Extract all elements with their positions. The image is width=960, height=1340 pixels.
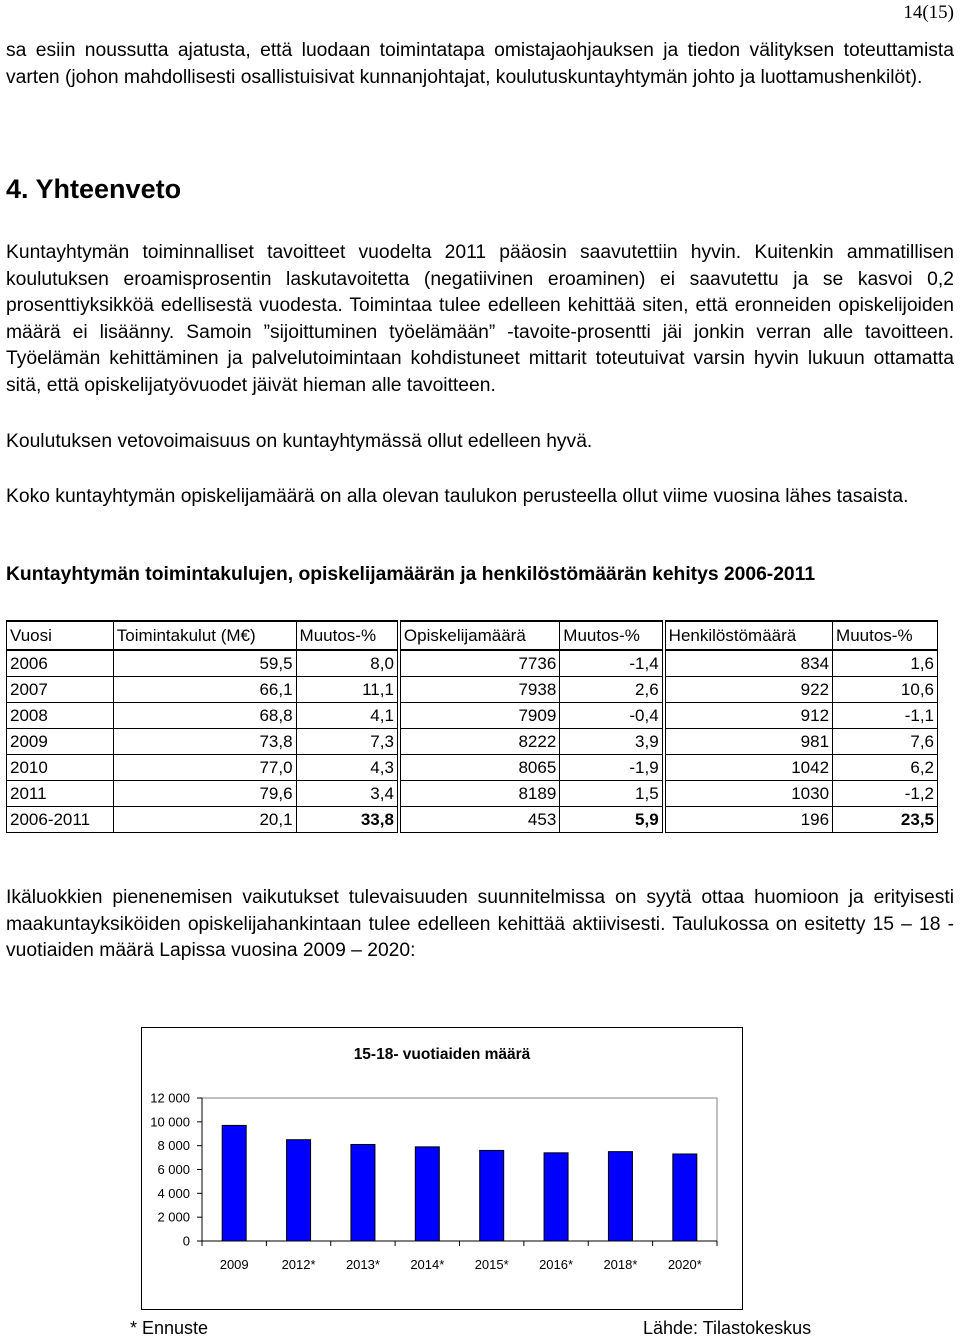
table-cell: 1042 (664, 755, 833, 781)
table-cell: -1,2 (833, 781, 938, 807)
x-tick-label: 2014* (410, 1257, 445, 1272)
table-cell: 922 (664, 677, 833, 703)
table-cell: -0,4 (560, 703, 664, 729)
section-heading: 4. Yhteenveto (6, 174, 182, 204)
y-tick-label: 12 000 (150, 1090, 190, 1106)
table-cell: 20,1 (113, 807, 296, 833)
table-cell: 8189 (399, 781, 560, 807)
table-cell: 2011 (7, 781, 114, 807)
table-cell: 7,6 (833, 729, 938, 755)
x-tick-label: 2018* (603, 1257, 638, 1272)
table-cell: 1030 (664, 781, 833, 807)
table-cell: 8222 (399, 729, 560, 755)
table-cell: 7938 (399, 677, 560, 703)
summary-paragraph: Kuntayhtymän toiminnalliset tavoitteet vuodelta 2011 pääosin saavutettiin hyvin. Kuitenkin ammatillisen koulutuksen eroamisprosentin laskutavoitetta (negatiivinen eroaminen) ei saavutettu ja se kasvoi 0,2 prosenttiyksikköä edellisestä vuodesta. Toimintaa tulee edelleen kehittää siten, että eronneiden opiskelijoiden määrä ei lisäänny. Samoin ”sijoittuminen työelämään” -tavoite-prosentti jäi jonkin verran alle tavoitteen. Työelämän kehittäminen ja palvelutoimintaan kohdistuneet mittarit toteutuivat varsin hyvin lukuun ottamatta sitä, että opiskelijatyövuodet jäivät hieman alle tavoitteen. (6, 242, 954, 396)
plot-area (202, 1098, 717, 1241)
header-cell: Opiskelijamäärä (399, 621, 560, 650)
header-cell: Muutos-% (296, 621, 399, 650)
table-row (7, 650, 938, 677)
table-cell: 23,5 (833, 807, 938, 833)
table-row (7, 729, 938, 755)
table-cell: 4,1 (296, 703, 399, 729)
footnote-source: Lähde: Tilastokeskus (643, 1318, 812, 1338)
table-cell: 77,0 (113, 755, 296, 781)
table-cell: 834 (664, 650, 833, 677)
table-cell: -1,1 (833, 703, 938, 729)
table-cell: 8065 (399, 755, 560, 781)
chart-title: 15-18- vuotiaiden määrä (353, 1046, 531, 1063)
x-tick-label: 2012* (281, 1257, 316, 1272)
table-cell: 2,6 (560, 677, 664, 703)
table-cell: 7909 (399, 703, 560, 729)
table-cell: 453 (399, 807, 560, 833)
x-tick-label: 2020* (667, 1257, 702, 1272)
table-cell: 2010 (7, 755, 114, 781)
table-cell: 7736 (399, 650, 560, 677)
y-tick-label: 0 (182, 1233, 190, 1249)
table-cell: 2008 (7, 703, 114, 729)
y-tick-label: 8 000 (157, 1138, 190, 1154)
header-cell: Henkilöstömäärä (664, 621, 833, 650)
table-cell: 79,6 (113, 781, 296, 807)
table-cell: 2006 (7, 650, 114, 677)
x-tick-label: 2009 (219, 1257, 249, 1272)
bar-chart-canvas (142, 1028, 742, 1309)
statistics-table (6, 620, 938, 833)
bar (480, 1150, 504, 1241)
y-tick-label: 2 000 (157, 1209, 190, 1225)
table-cell: 5,9 (560, 807, 664, 833)
table-cell: 59,5 (113, 650, 296, 677)
age-groups-paragraph: Ikäluokkien pienenemisen vaikutukset tulevaisuuden suunnitelmissa on syytä ottaa huomioon ja erityisesti maakuntayksiköiden opiskelijahankintaan tulee edelleen kehittää aktiivisesti. Taulukossa on esitetty 15 – 18 -vuotiaiden määrä Lapissa vuosina 2009 – 2020: (6, 887, 954, 961)
bar (415, 1147, 439, 1241)
y-tick-label: 4 000 (157, 1185, 190, 1201)
table-cell: 7,3 (296, 729, 399, 755)
table-row (7, 781, 938, 807)
table-cell: 912 (664, 703, 833, 729)
bar (673, 1154, 697, 1241)
header-cell: Muutos-% (560, 621, 664, 650)
page-number: 14(15) (903, 2, 954, 23)
table-cell: -1,9 (560, 755, 664, 781)
table-row (7, 755, 938, 781)
bar (608, 1152, 632, 1241)
students-paragraph: Koko kuntayhtymän opiskelijamäärä on alla olevan taulukon perusteella ollut viime vuosina lähes tasaista. (6, 486, 909, 507)
footnote-forecast: * Ennuste (130, 1318, 209, 1338)
table-cell: 11,1 (296, 677, 399, 703)
table-row-total (7, 807, 938, 833)
bar (222, 1125, 246, 1241)
table-row (7, 703, 938, 729)
intro-paragraph: sa esiin noussutta ajatusta, että luodaan toimintatapa omistajaohjauksen ja tiedon välityksen toteuttamista varten (johon mahdollisesti osallistuisivat kunnanjohtajat, koulutuskuntayhtymän johto ja luottamushenkilöt). (6, 40, 954, 88)
table-cell: -1,4 (560, 650, 664, 677)
header-cell: Muutos-% (833, 621, 938, 650)
table-cell: 33,8 (296, 807, 399, 833)
table-cell: 2006-2011 (7, 807, 114, 833)
attraction-paragraph: Koulutuksen vetovoimaisuus on kuntayhtymässä ollut edelleen hyvä. (6, 431, 593, 452)
table-cell: 3,4 (296, 781, 399, 807)
table-cell: 2009 (7, 729, 114, 755)
header-cell: Vuosi (7, 621, 114, 650)
header-cell: Toimintakulut (M€) (113, 621, 296, 650)
bar (544, 1153, 568, 1241)
bar (287, 1140, 311, 1241)
table-cell: 4,3 (296, 755, 399, 781)
table-cell: 1,6 (833, 650, 938, 677)
x-tick-label: 2013* (345, 1257, 380, 1272)
bar (351, 1144, 375, 1241)
table-cell: 6,2 (833, 755, 938, 781)
x-tick-label: 2016* (539, 1257, 574, 1272)
table-cell: 196 (664, 807, 833, 833)
y-tick-label: 6 000 (157, 1162, 190, 1177)
table-cell: 1,5 (560, 781, 664, 807)
table-cell: 68,8 (113, 703, 296, 729)
y-tick-label: 10 000 (150, 1114, 190, 1130)
table-cell: 73,8 (113, 729, 296, 755)
table-cell: 2007 (7, 677, 114, 703)
table-caption: Kuntayhtymän toimintakulujen, opiskelijamäärän ja henkilöstömäärän kehitys 2006-2011 (6, 564, 816, 585)
x-tick-label: 2015* (474, 1257, 509, 1272)
table-cell: 8,0 (296, 650, 399, 677)
table-cell: 10,6 (833, 677, 938, 703)
table-cell: 3,9 (560, 729, 664, 755)
table-cell: 981 (664, 729, 833, 755)
table-row (7, 677, 938, 703)
table-header-row (7, 621, 938, 650)
bar-chart (141, 1027, 743, 1310)
table-cell: 66,1 (113, 677, 296, 703)
